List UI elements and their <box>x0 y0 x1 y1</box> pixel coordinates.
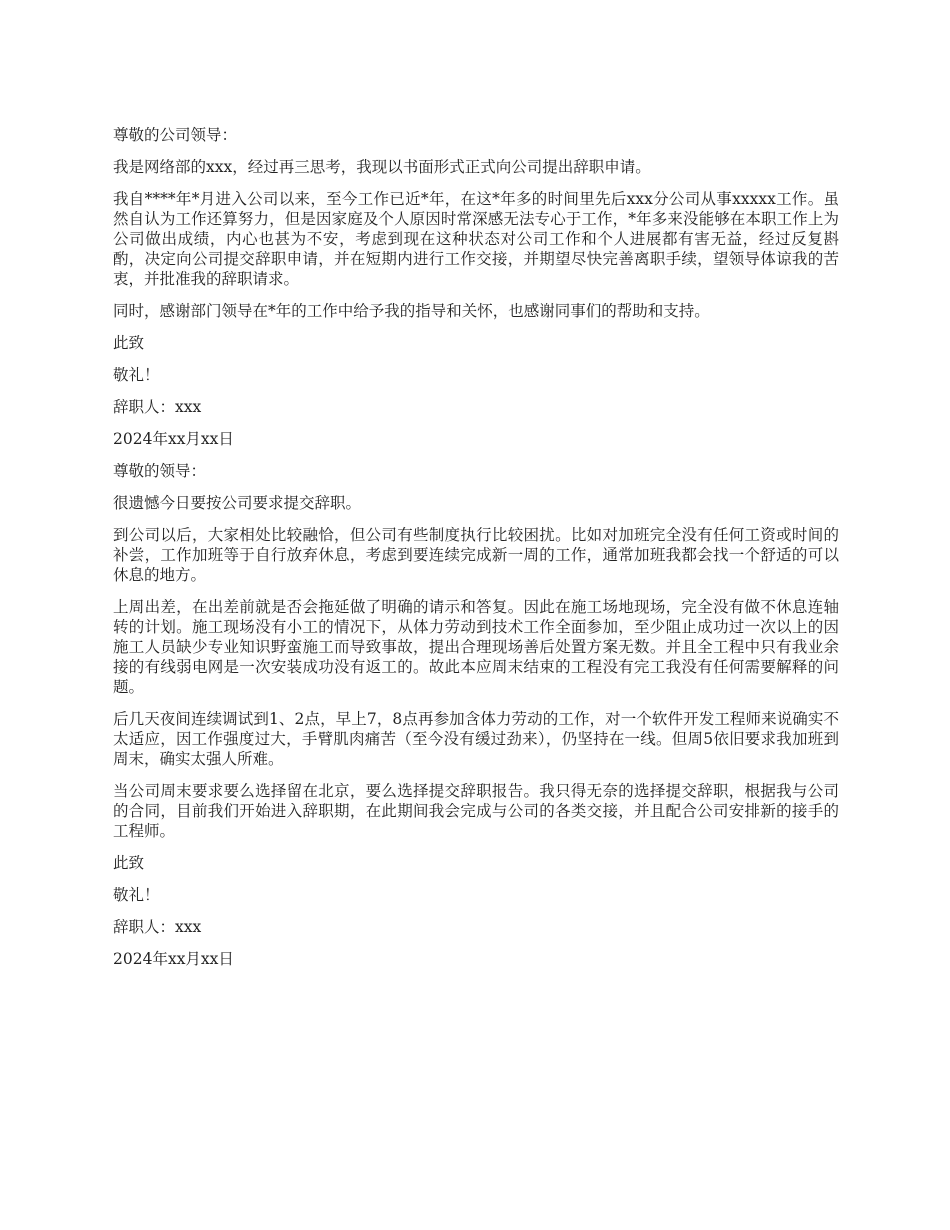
letter-1-salutation: 尊敬的公司领导： <box>113 126 238 144</box>
letter-2-salutation: 尊敬的领导： <box>113 462 207 480</box>
letter-2-paragraph: 当公司周末要求要么选择留在北京，要么选择提交辞职报告。我只得无奈的选择提交辞职，根据我与公司的合同，目前我们开始进入辞职期，在此期间我会完成与公司的各类交接，并且配合公司安排新的接手的工程师。 <box>113 782 839 840</box>
letter-1-paragraph: 同时，感谢部门领导在*年的工作中给予我的指导和关怀，也感谢同事们的帮助和支持。 <box>113 302 710 320</box>
letter-1-date: 2024年xx月xx日 <box>113 430 234 448</box>
letter-1-closing: 此致 <box>113 334 145 352</box>
letter-2 <box>113 461 839 969</box>
letter-1 <box>113 125 839 449</box>
letter-2-date: 2024年xx月xx日 <box>113 950 234 968</box>
letter-2-paragraph: 到公司以后，大家相处比较融恰，但公司有些制度执行比较困扰。比如对加班完全没有任何工资或时间的补尝，工作加班等于自行放弃休息，考虑到要连续完成新一周的工作，通常加班我都会找一个舒适的可以休息的地方。 <box>113 526 839 584</box>
letter-2-paragraph: 很遗憾今日要按公司要求提交辞职。 <box>113 494 362 512</box>
letter-2-signature: 辞职人：xxx <box>113 918 202 936</box>
letter-1-paragraph: 我自****年*月进入公司以来，至今工作已近*年，在这*年多的时间里先后xxx分公司从事xxxxx工作。虽然自认为工作还算努力，但是因家庭及个人原因时常深感无法专心于工作，*年多来没能够在本职工作上为公司做出成绩，内心也甚为不安，考虑到现在这种状态对公司工作和个人进展都有害无益，经过反复斟酌，决定向公司提交辞职申请，并在短期内进行工作交接，并期望尽快完善离职手续，望领导体谅我的苦衷，并批准我的辞职请求。 <box>113 190 839 288</box>
document-page <box>113 125 839 981</box>
letter-2-salute: 敬礼！ <box>113 886 160 904</box>
letter-1-signature: 辞职人：xxx <box>113 398 202 416</box>
letter-2-paragraph: 上周出差，在出差前就是否会拖延做了明确的请示和答复。因此在施工场地现场，完全没有做不休息连轴转的计划。施工现场没有小工的情况下，从体力劳动到技术工作全面参加，至少阻止成功过一次以上的因施工人员缺少专业知识野蛮施工而导致事故，提出合理现场善后处置方案无数。并且全工程中只有我业余接的有线弱电网是一次安装成功没有返工的。故此本应周末结束的工程没有完工我没有任何需要解释的问题。 <box>113 598 839 696</box>
letter-2-closing: 此致 <box>113 854 145 872</box>
letter-1-paragraph: 我是网络部的xxx，经过再三思考，我现以书面形式正式向公司提出辞职申请。 <box>113 158 651 176</box>
letter-2-paragraph: 后几天夜间连续调试到1、2点，早上7，8点再参加含体力劳动的工作，对一个软件开发工程师来说确实不太适应，因工作强度过大，手臂肌肉痛苦（至今没有缓过劲来），仍坚持在一线。但周5依旧要求我加班到周末，确实太强人所难。 <box>113 710 839 768</box>
letter-1-salute: 敬礼！ <box>113 366 160 384</box>
